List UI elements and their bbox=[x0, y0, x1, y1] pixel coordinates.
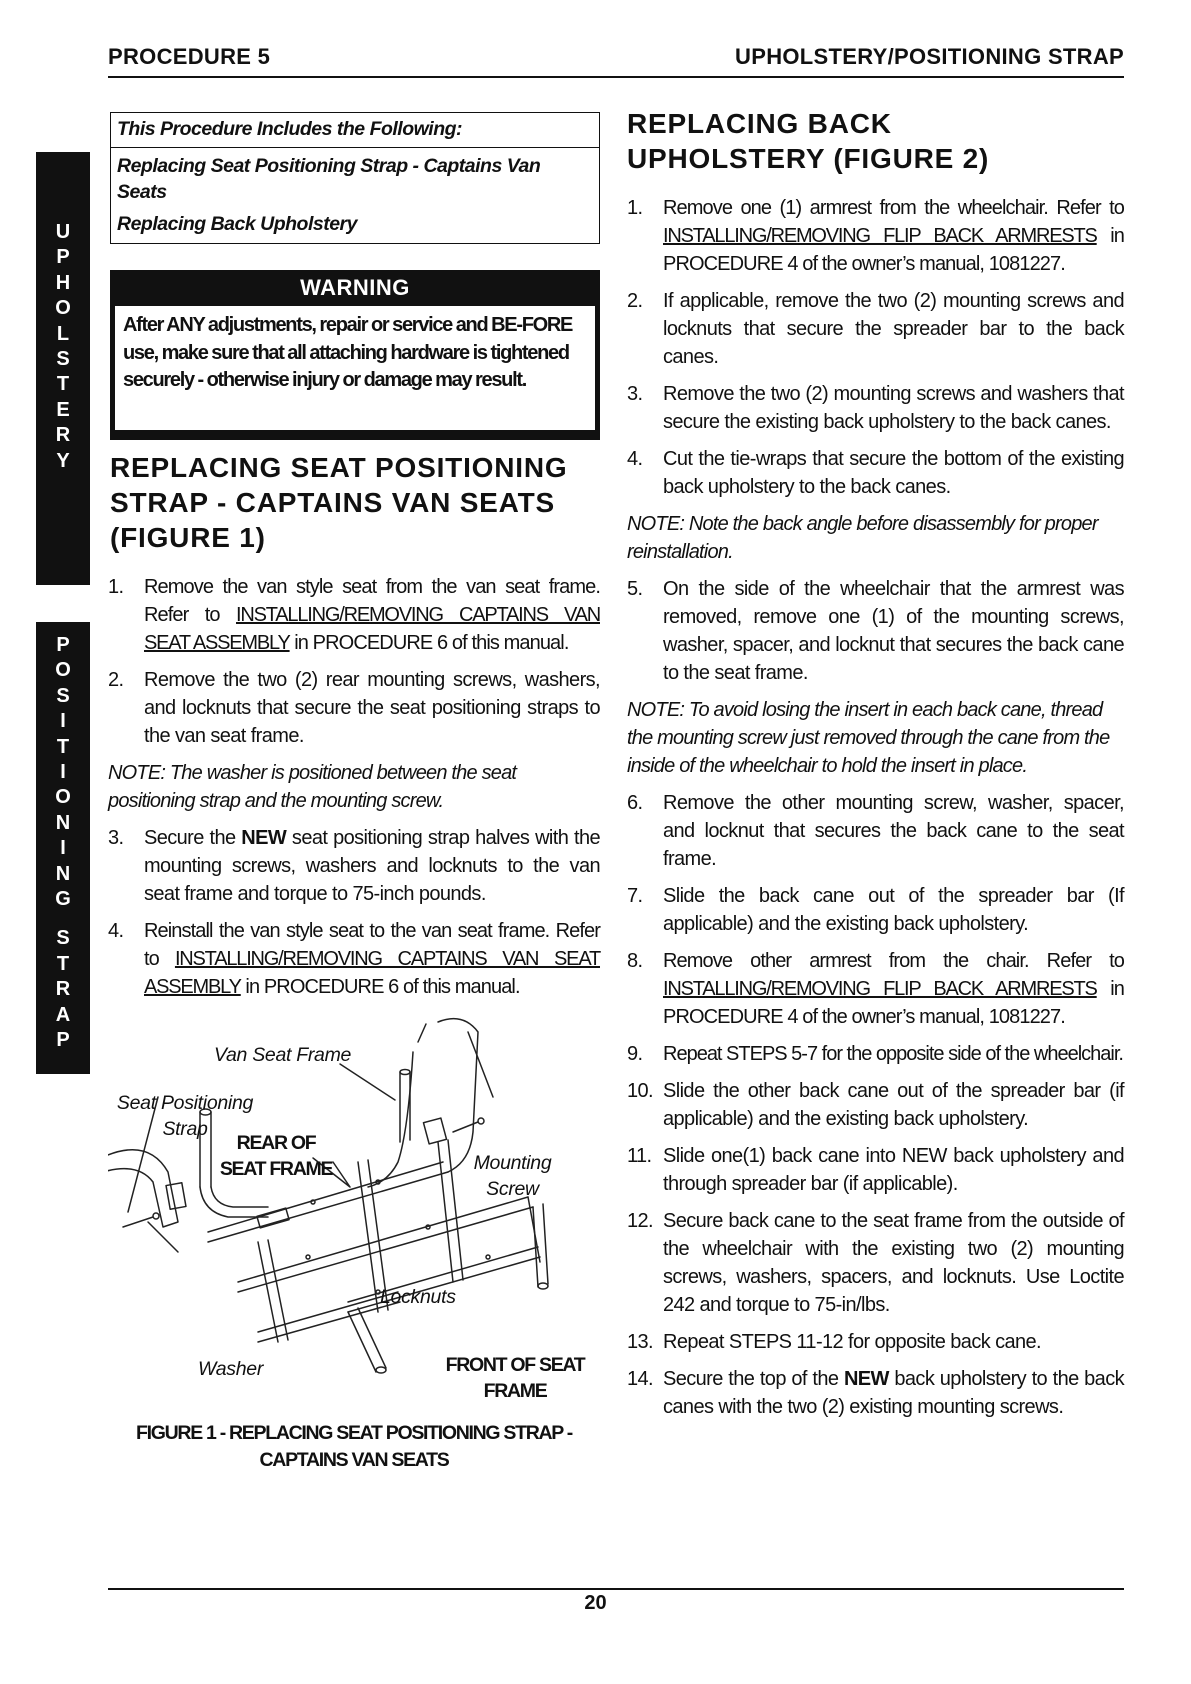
right-steps bbox=[627, 194, 1124, 1430]
step-text: Slide the back cane out of the spreader bar (If applicable) and the existing back upholstery. bbox=[663, 885, 1124, 935]
step-text: Slide one(1) back cane into NEW back upholstery and through spreader bar (if applicable). bbox=[663, 1145, 1124, 1195]
step-text: Repeat STEPS 11-12 for opposite back cane. bbox=[663, 1331, 1042, 1353]
step-text: back upholstery to the back canes with the two (2) existing mounting screws. bbox=[663, 1368, 1124, 1418]
step-item bbox=[627, 380, 1124, 436]
step-item bbox=[627, 575, 1124, 687]
step-text: Remove the two (2) rear mounting screws, washers, and locknuts that secure the seat positioning straps to the van seat frame. bbox=[144, 669, 600, 747]
step-item bbox=[627, 947, 1124, 1031]
page-header bbox=[108, 44, 1124, 78]
step-item bbox=[627, 287, 1124, 371]
label-washer: Washer bbox=[198, 1358, 264, 1380]
emphasis-text: NEW bbox=[241, 827, 287, 849]
warning-title: WARNING bbox=[300, 275, 410, 300]
warning-body: After ANY adjustments, repair or service and BE-FORE use, make sure that all attaching hardware is tightened securely - otherwise injury or damage may result. bbox=[115, 306, 595, 430]
step-number: 11. bbox=[627, 1145, 652, 1167]
note-text: NOTE: The washer is positioned between the seat positioning strap and the mounting screw. bbox=[108, 762, 517, 812]
step-item bbox=[627, 789, 1124, 873]
step-number: 4. bbox=[627, 448, 643, 470]
label-rear-of-seat-frame: REAR OF SEAT FRAME bbox=[219, 1132, 333, 1180]
step-text: Cut the tie-wraps that secure the bottom of the existing back upholstery to the back canes. bbox=[663, 448, 1124, 498]
step-text: Repeat STEPS 5-7 for the opposite side of the wheelchair. bbox=[663, 1043, 1123, 1065]
step-item bbox=[108, 917, 600, 1001]
emphasis-text: NEW bbox=[843, 1368, 889, 1390]
step-number: 6. bbox=[627, 792, 643, 814]
step-text: If applicable, remove the two (2) mounting screws and locknuts that secure the spreader bar to the back canes. bbox=[663, 290, 1124, 368]
step-text: Remove one (1) armrest from the wheelchair. Refer to bbox=[663, 197, 1124, 219]
page-number: 20 bbox=[584, 1592, 607, 1614]
section-heading-back-upholstery: REPLACING BACK UPHOLSTERY (FIGURE 2) bbox=[627, 108, 990, 174]
footer-rule bbox=[108, 1588, 1124, 1590]
figure-caption: FIGURE 1 - REPLACING SEAT POSITIONING STRAP - CAPTAINS VAN SEATS bbox=[136, 1422, 572, 1471]
tab-letter: I bbox=[60, 761, 66, 784]
step-text: Secure the top of the bbox=[663, 1368, 844, 1390]
tab-letter: N bbox=[55, 811, 71, 834]
section-title: UPHOLSTERY/POSITIONING STRAP bbox=[735, 44, 1124, 69]
tab-letter: T bbox=[56, 373, 70, 396]
step-number: 14. bbox=[627, 1368, 654, 1390]
tab-letter: H bbox=[55, 271, 71, 294]
step-number: 3. bbox=[108, 827, 124, 849]
step-text: in PROCEDURE 4 of the owner’s manual, 1081227. bbox=[663, 978, 1124, 1028]
step-number: 12. bbox=[627, 1210, 654, 1232]
tab-letter: E bbox=[56, 398, 70, 421]
step-number: 4. bbox=[108, 920, 124, 942]
step-item bbox=[108, 824, 600, 908]
step-number: 1. bbox=[627, 197, 643, 219]
side-tab-upholstery bbox=[36, 152, 90, 585]
step-number: 1. bbox=[108, 576, 124, 598]
step-number: 8. bbox=[627, 950, 643, 972]
step-number: 10. bbox=[627, 1080, 654, 1102]
tab-letter: I bbox=[60, 710, 66, 733]
tab-letter: I bbox=[60, 837, 66, 860]
step-number: 13. bbox=[627, 1331, 654, 1353]
left-steps bbox=[108, 573, 600, 1010]
includes-heading: This Procedure Includes the Following: bbox=[111, 113, 599, 148]
step-number: 2. bbox=[627, 290, 643, 312]
tab-letter: S bbox=[56, 348, 70, 371]
label-front-of-seat-frame: FRONT OF SEAT FRAME bbox=[445, 1354, 585, 1402]
label-locknuts: Locknuts bbox=[380, 1286, 456, 1308]
figure-1 bbox=[108, 1012, 600, 1412]
cross-reference-link[interactable]: INSTALLING/REMOVING FLIP BACK ARMRESTS bbox=[663, 978, 1097, 1000]
label-van-seat-frame: Van Seat Frame bbox=[214, 1044, 352, 1066]
tab-letter: O bbox=[55, 659, 71, 682]
step-text: Remove other armrest from the chair. Refer to bbox=[663, 950, 1124, 972]
step-number: 5. bbox=[627, 578, 643, 600]
note-text: NOTE: To avoid losing the insert in each back cane, thread the mounting screw just removed through the cane from the inside of the wheelchair to hold the insert in place. bbox=[627, 699, 1110, 777]
cross-reference-link[interactable]: INSTALLING/REMOVING CAPTAINS VAN SEAT ASSEMBLY bbox=[144, 604, 600, 654]
tab-letter: A bbox=[55, 1003, 71, 1026]
tab-letter: P bbox=[56, 1029, 70, 1052]
step-number: 2. bbox=[108, 669, 124, 691]
tab-letter: T bbox=[56, 952, 70, 975]
step-text: in PROCEDURE 4 of the owner’s manual, 1081227. bbox=[663, 225, 1124, 275]
tab-letter: O bbox=[55, 786, 71, 809]
step-item bbox=[627, 1142, 1124, 1198]
label-seat-positioning-strap: Seat Positioning Strap bbox=[116, 1092, 254, 1140]
step-item bbox=[627, 1040, 1124, 1068]
note-text: NOTE: Note the back angle before disassembly for proper reinstallation. bbox=[627, 513, 1098, 563]
step-text: Remove the other mounting screw, washer, spacer, and locknut that secures the back cane to the seat frame. bbox=[663, 792, 1124, 870]
step-text: in PROCEDURE 6 of this manual. bbox=[289, 632, 569, 654]
step-text: Secure the bbox=[144, 827, 242, 849]
step-item bbox=[627, 1328, 1124, 1356]
step-item bbox=[108, 573, 600, 657]
step-text: Reinstall the van style seat to the van seat frame. Refer to bbox=[144, 920, 600, 970]
tab-letter: P bbox=[56, 634, 70, 656]
cross-reference-link[interactable]: INSTALLING/REMOVING CAPTAINS VAN SEAT ASSEMBLY bbox=[144, 948, 600, 998]
tab-letter: S bbox=[56, 927, 70, 950]
step-text: Slide the other back cane out of the spreader bar (if applicable) and the existing back upholstery. bbox=[663, 1080, 1124, 1130]
warning-box bbox=[110, 270, 600, 440]
step-number: 3. bbox=[627, 383, 643, 405]
tab-letter: G bbox=[55, 888, 71, 911]
tab-letter: N bbox=[55, 862, 71, 885]
procedure-includes-box bbox=[110, 112, 600, 244]
section-heading-seat-strap: REPLACING SEAT POSITIONING STRAP - CAPTAINS VAN SEATS (FIGURE 1) bbox=[110, 452, 568, 553]
step-item bbox=[627, 1077, 1124, 1133]
tab-letter: T bbox=[56, 735, 70, 758]
step-item bbox=[108, 666, 600, 750]
includes-item: Replacing Seat Positioning Strap - Captains Van Seats bbox=[117, 155, 541, 203]
label-mounting-screw: Mounting Screw bbox=[473, 1152, 552, 1200]
step-number: 9. bbox=[627, 1043, 643, 1065]
step-text: in PROCEDURE 6 of this manual. bbox=[240, 976, 520, 998]
step-item bbox=[627, 445, 1124, 501]
cross-reference-link[interactable]: INSTALLING/REMOVING FLIP BACK ARMRESTS bbox=[663, 225, 1097, 247]
step-item bbox=[627, 1365, 1124, 1421]
step-text: Remove the van style seat from the van seat frame. Refer to bbox=[144, 576, 600, 626]
tab-letter: Y bbox=[56, 449, 70, 472]
tab-letter: P bbox=[56, 246, 70, 269]
side-tab-positioning-strap bbox=[36, 622, 90, 1074]
tab-letter: O bbox=[55, 297, 71, 320]
step-item bbox=[627, 194, 1124, 278]
tab-letter: R bbox=[55, 424, 71, 447]
tab-letter: U bbox=[55, 221, 71, 243]
step-text: Remove the two (2) mounting screws and washers that secure the existing back upholstery to the back canes. bbox=[663, 383, 1124, 433]
step-text: Secure back cane to the seat frame from the outside of the wheelchair with the existing two (2) mounting screws, washers, spacers, and locknuts. Use Loctite 242 and torque to 75-in/lbs. bbox=[663, 1210, 1124, 1316]
step-item bbox=[627, 882, 1124, 938]
step-item bbox=[627, 1207, 1124, 1319]
procedure-label: PROCEDURE 5 bbox=[108, 44, 271, 69]
step-text: seat positioning strap halves with the mounting screws, washers and locknuts to the van seat frame and torque to 75-inch pounds. bbox=[144, 827, 601, 905]
step-number: 7. bbox=[627, 885, 643, 907]
tab-letter: L bbox=[56, 322, 70, 345]
step-text: On the side of the wheelchair that the armrest was removed, remove one (1) of the mounting screws, washer, spacer, and locknut that secures the back cane to the seat frame. bbox=[663, 578, 1124, 684]
tab-letter: S bbox=[56, 684, 70, 707]
includes-item: Replacing Back Upholstery bbox=[117, 213, 357, 235]
tab-letter: R bbox=[55, 978, 71, 1001]
